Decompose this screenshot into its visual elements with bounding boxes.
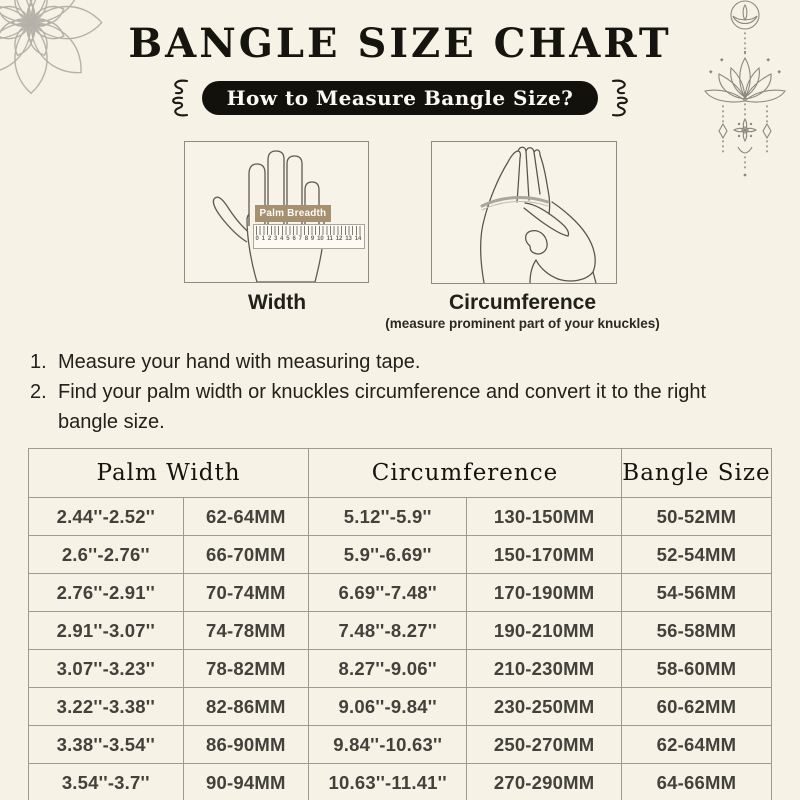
size-table-row — [29, 574, 772, 612]
size-table-cell: 50-52MM — [621, 498, 771, 536]
size-table-cell: 3.07''-3.23'' — [29, 650, 184, 688]
ruler-number: 2 — [267, 236, 272, 243]
size-table-row — [29, 612, 772, 650]
size-table-cell: 78-82MM — [183, 650, 309, 688]
ruler-number: 12 — [335, 236, 343, 243]
bangle-size-header: Bangle Size — [621, 449, 771, 498]
size-table-cell: 250-270MM — [467, 726, 622, 764]
mandala-flower-icon — [0, 0, 136, 134]
circumference-header: Circumference — [309, 449, 622, 498]
size-table-cell: 2.76''-2.91'' — [29, 574, 184, 612]
size-table-cell: 8.27''-9.06'' — [309, 650, 467, 688]
instruction-item-2 — [30, 377, 800, 437]
size-table-cell: 3.54''-3.7'' — [29, 764, 184, 800]
measurement-figures — [0, 141, 800, 284]
ruler-numbers — [254, 235, 364, 243]
width-caption: Width — [247, 291, 307, 315]
size-table-cell: 3.38''-3.54'' — [29, 726, 184, 764]
ruler-number: 10 — [317, 236, 324, 243]
size-table-row — [29, 688, 772, 726]
ruler — [253, 224, 365, 249]
size-table-cell: 86-90MM — [183, 726, 309, 764]
size-table-cell: 62-64MM — [183, 498, 309, 536]
size-table-cell: 230-250MM — [467, 688, 622, 726]
palm-breadth-label: Palm Breadth — [255, 205, 332, 222]
size-table-row — [29, 726, 772, 764]
size-table-cell: 70-74MM — [183, 574, 309, 612]
size-table — [28, 448, 772, 800]
size-table-cell: 58-60MM — [621, 650, 771, 688]
how-to-measure-banner: How to Measure Bangle Size? — [202, 81, 599, 115]
size-table-cell: 52-54MM — [621, 536, 771, 574]
size-table-cell: 210-230MM — [467, 650, 622, 688]
size-table-cell: 5.12''-5.9'' — [309, 498, 467, 536]
hand-circumference-illustration — [432, 142, 616, 283]
size-table-cell: 2.6''-2.76'' — [29, 536, 184, 574]
flourish-right-icon — [609, 78, 633, 118]
size-table-row — [29, 764, 772, 800]
ruler-number: 4 — [280, 236, 284, 243]
ruler-number: 13 — [345, 236, 352, 243]
size-table-cell: 64-66MM — [621, 764, 771, 800]
instruction-number: 2. — [30, 381, 47, 404]
size-table-cell: 5.9''-6.69'' — [309, 536, 467, 574]
size-table-cell: 56-58MM — [621, 612, 771, 650]
size-table-cell: 3.22''-3.38'' — [29, 688, 184, 726]
lotus-hanging-ornament-icon — [698, 0, 798, 185]
circumference-figure-box — [431, 141, 617, 284]
size-table-cell: 6.69''-7.48'' — [309, 574, 467, 612]
size-table-cell: 190-210MM — [467, 612, 622, 650]
size-table-cell: 9.84''-10.63'' — [309, 726, 467, 764]
size-table-cell: 62-64MM — [621, 726, 771, 764]
size-table-cell: 7.48''-8.27'' — [309, 612, 467, 650]
size-table-row — [29, 536, 772, 574]
circumference-caption: Circumference — [448, 291, 597, 315]
size-table-cell: 66-70MM — [183, 536, 309, 574]
ruler-number: 14 — [354, 236, 362, 243]
size-table-cell: 270-290MM — [467, 764, 622, 800]
ruler-number: 3 — [273, 236, 278, 243]
size-table-row — [29, 498, 772, 536]
size-table-cell: 150-170MM — [467, 536, 622, 574]
ruler-ticks — [256, 226, 362, 235]
size-table-cell: 10.63''-11.41'' — [309, 764, 467, 800]
ruler-number: 0 — [255, 236, 259, 243]
size-table-cell: 2.44''-2.52'' — [29, 498, 184, 536]
size-table-cell: 54-56MM — [621, 574, 771, 612]
size-table-cell: 90-94MM — [183, 764, 309, 800]
ruler-number: 6 — [292, 236, 296, 243]
ruler-number: 8 — [304, 236, 309, 243]
ruler-number: 9 — [310, 236, 315, 243]
page-title: BANGLE SIZE CHART — [128, 20, 672, 67]
size-table-header-row — [29, 449, 772, 498]
width-figure-box — [184, 141, 369, 283]
flourish-left-icon — [167, 78, 191, 118]
size-table-cell: 130-150MM — [467, 498, 622, 536]
circumference-note: (measure prominent part of your knuckles) — [385, 316, 660, 332]
size-table-cell: 9.06''-9.84'' — [309, 688, 467, 726]
size-table-row — [29, 650, 772, 688]
size-table-cell: 82-86MM — [183, 688, 309, 726]
size-table-cell: 2.91''-3.07'' — [29, 612, 184, 650]
ruler-number: 11 — [326, 236, 333, 243]
size-table-cell: 74-78MM — [183, 612, 309, 650]
palm-width-header: Palm Width — [29, 449, 309, 498]
figure-captions — [0, 290, 800, 332]
size-table-cell: 170-190MM — [467, 574, 622, 612]
instruction-text: Find your palm width or knuckles circumference and convert it to the right bangle size. — [58, 381, 707, 434]
instruction-text: Measure your hand with measuring tape. — [58, 351, 421, 374]
size-table-body — [29, 498, 772, 800]
ruler-number: 5 — [286, 236, 290, 243]
ruler-number: 7 — [298, 236, 302, 243]
instructions-list — [30, 347, 800, 437]
instruction-item-1 — [30, 347, 800, 377]
instruction-number: 1. — [30, 351, 47, 374]
size-table-cell: 60-62MM — [621, 688, 771, 726]
ruler-number: 1 — [261, 236, 265, 243]
